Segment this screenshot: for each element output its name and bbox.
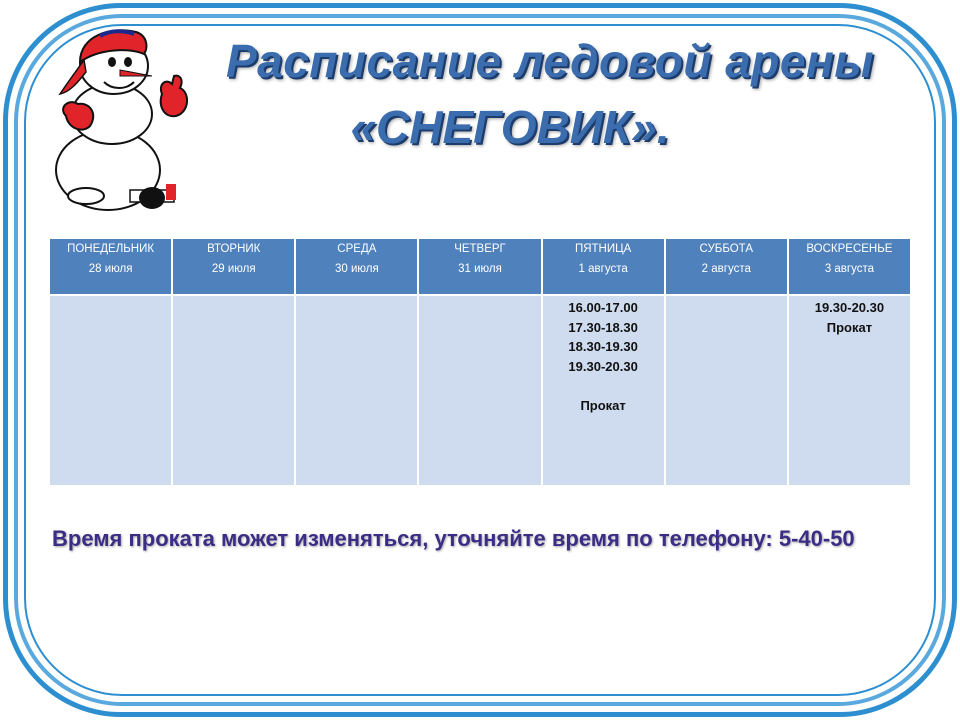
day-header-thursday — [418, 238, 541, 295]
day-header-friday — [542, 238, 665, 295]
slots-cell-thursday — [418, 295, 541, 486]
day-date: 29 июля — [211, 263, 256, 275]
rental-label: Прокат — [826, 319, 873, 335]
slots-cell-saturday — [665, 295, 788, 486]
day-name: ВТОРНИК — [207, 243, 261, 255]
rental-label: Прокат — [580, 397, 626, 413]
day-name: СРЕДА — [337, 243, 377, 255]
day-name: ПОНЕДЕЛЬНИК — [67, 243, 155, 255]
schedule-slots-row — [49, 295, 911, 486]
day-header-monday — [49, 238, 172, 295]
day-date: 1 августа — [578, 263, 628, 275]
schedule-header-row — [49, 238, 911, 295]
time-slot: 19.30-20.30 — [814, 300, 885, 315]
schedule-table — [48, 237, 912, 487]
day-name: ЧЕТВЕРГ — [454, 243, 506, 255]
day-date: 28 июля — [88, 263, 133, 275]
time-slot: 16.00-17.00 — [568, 300, 638, 315]
day-date: 31 июля — [458, 263, 502, 275]
page-title: Расписание ледовой арены — [225, 35, 875, 87]
day-date: 3 августа — [824, 263, 875, 275]
day-name: ПЯТНИЦА — [574, 243, 632, 255]
time-slot: 17.30-18.30 — [568, 319, 638, 335]
slots-cell-wednesday — [295, 295, 418, 486]
day-header-sunday — [788, 238, 911, 295]
arena-name: «СНЕГОВИК». — [350, 101, 670, 153]
snowman-hockey-mascot-icon — [40, 22, 210, 222]
time-slot: 19.30-20.30 — [568, 358, 638, 374]
day-date: 30 июля — [334, 263, 379, 275]
day-header-saturday — [665, 238, 788, 295]
slots-cell-monday — [49, 295, 172, 486]
day-date: 2 августа — [701, 263, 751, 275]
rental-notice: Время проката может изменяться, уточняйте время по телефону: 5-40-50 — [52, 526, 855, 551]
day-name: ВОСКРЕСЕНЬЕ — [806, 243, 893, 255]
day-header-wednesday — [295, 238, 418, 295]
slots-cell-sunday — [788, 295, 911, 486]
day-header-tuesday — [172, 238, 295, 295]
slots-cell-friday — [542, 295, 665, 486]
slots-cell-tuesday — [172, 295, 295, 486]
day-name: СУББОТА — [699, 243, 753, 255]
time-slot: 18.30-19.30 — [568, 339, 638, 354]
